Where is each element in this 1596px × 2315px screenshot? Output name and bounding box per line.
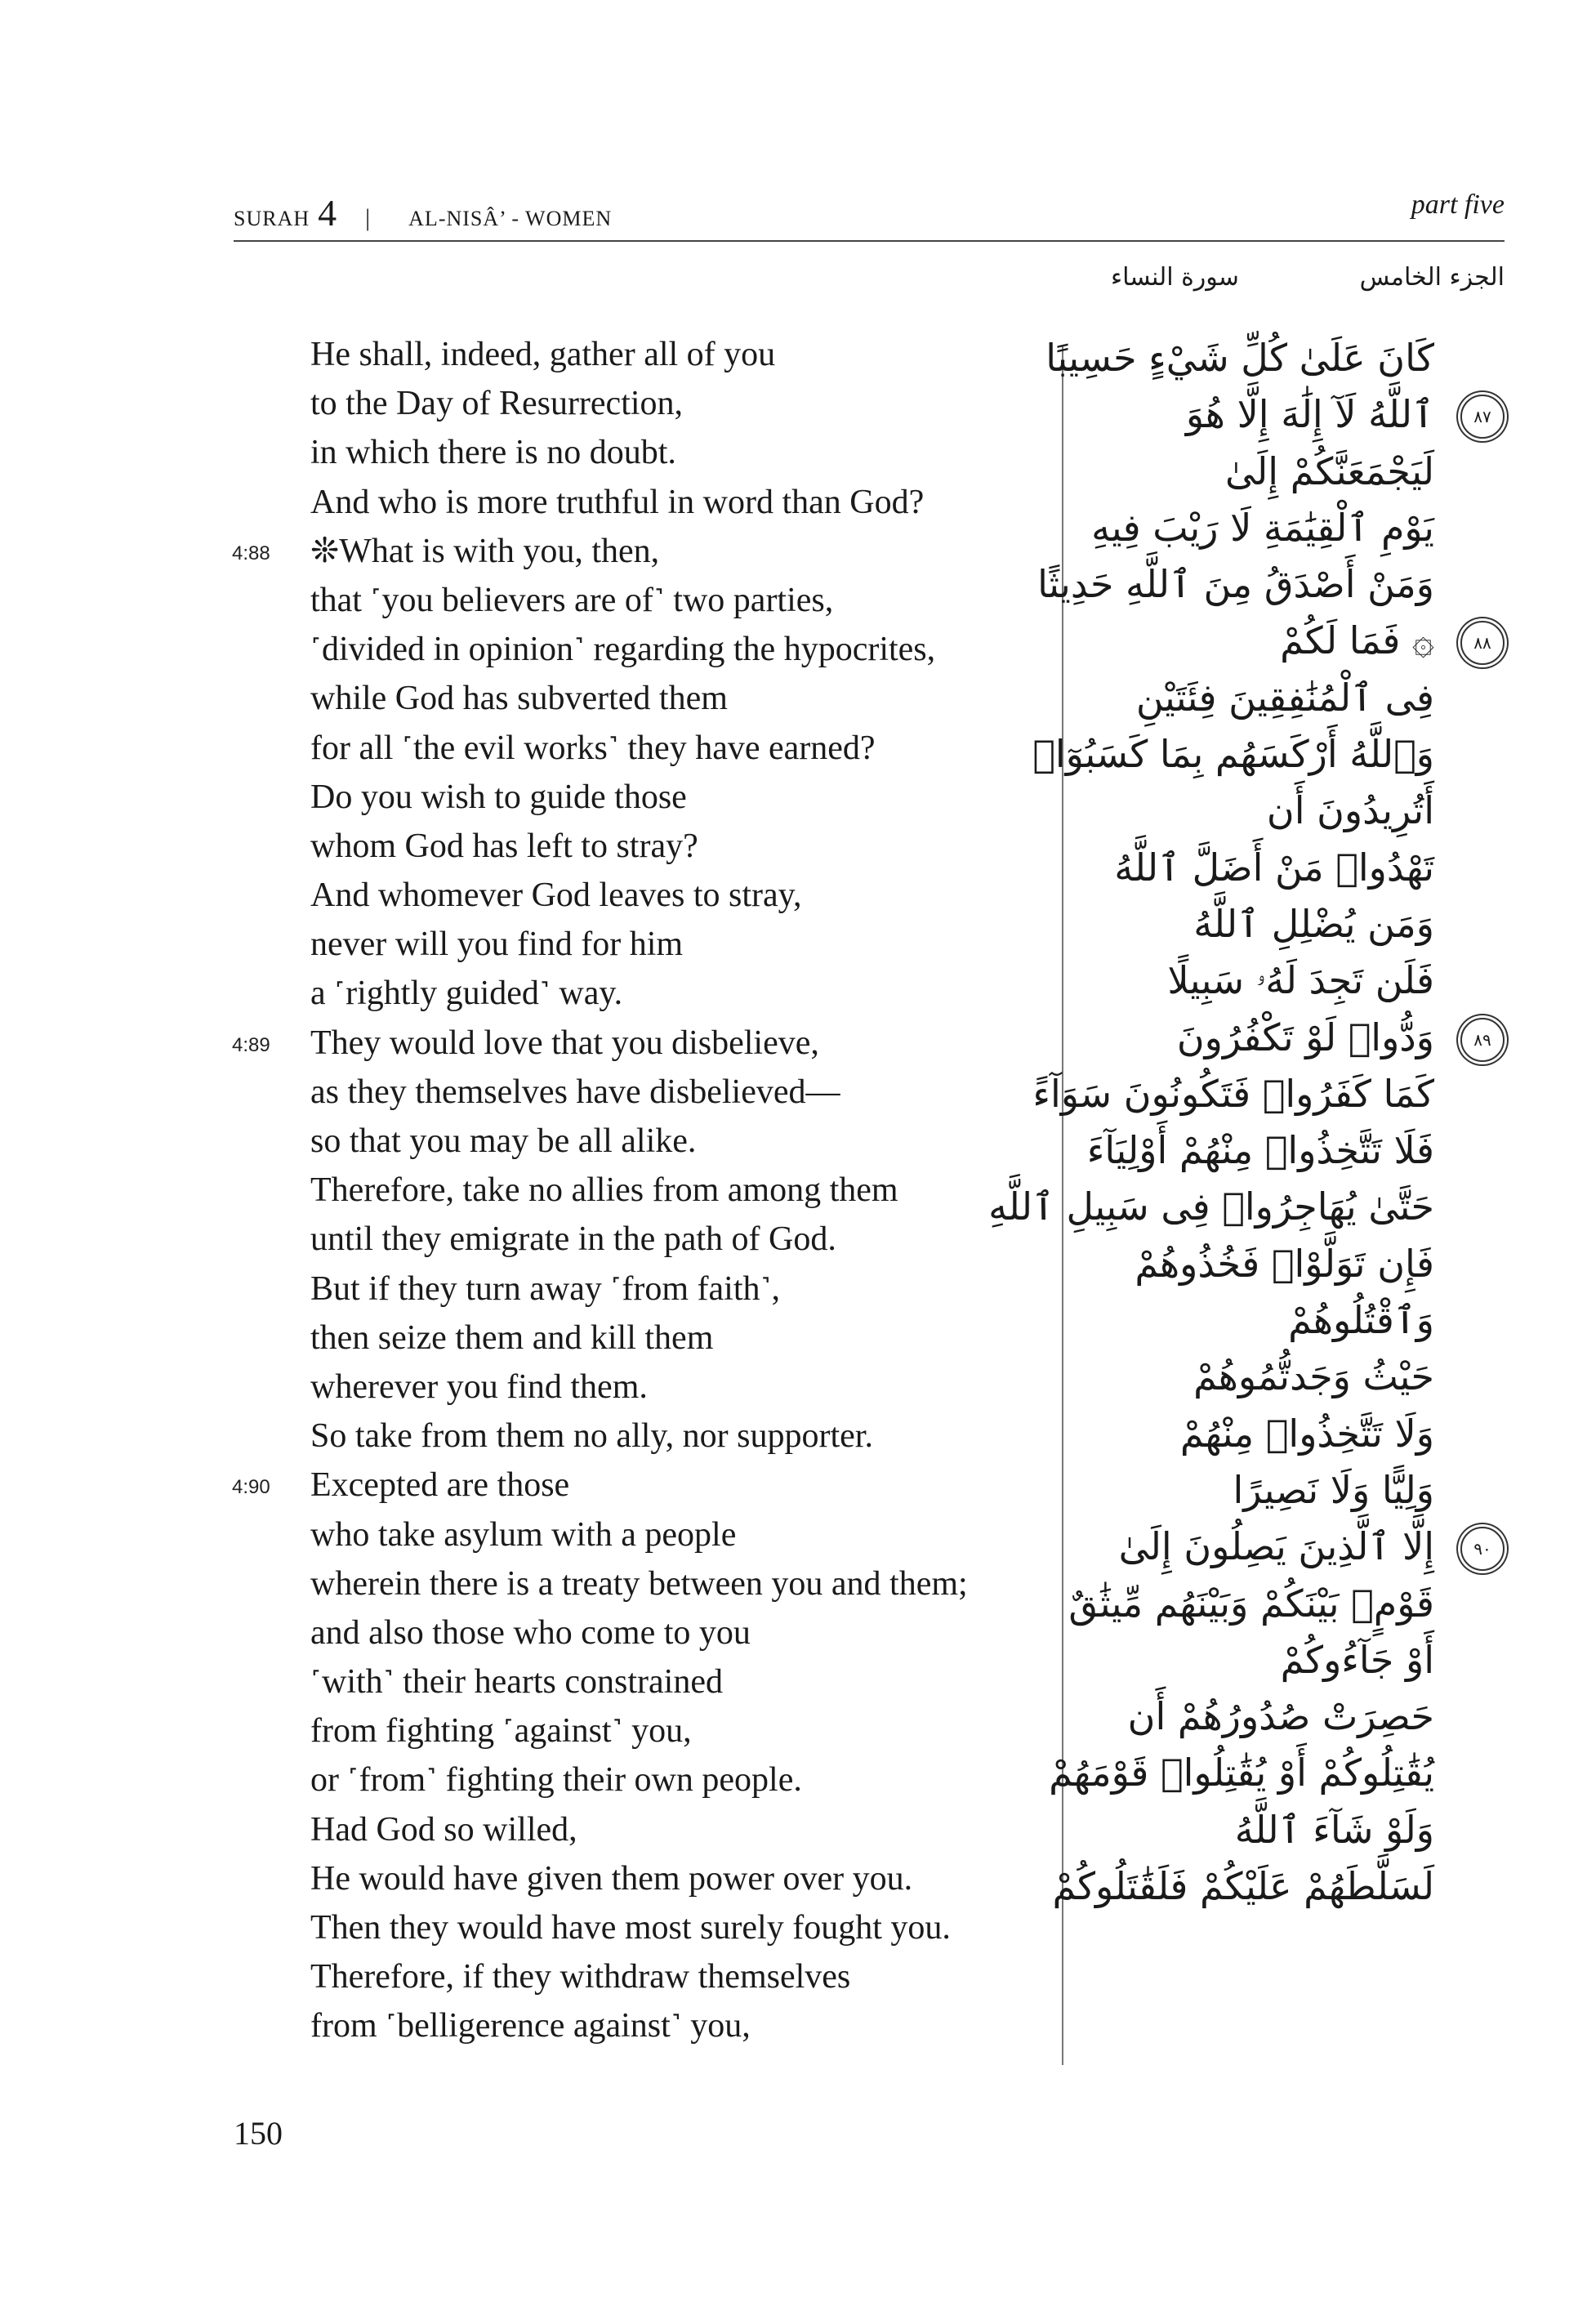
translation-line [310, 1559, 1045, 1608]
translation-text: But if they turn away ˹from faith˺, [310, 1269, 780, 1308]
arabic-line [1086, 1462, 1505, 1519]
arabic-line [1086, 1010, 1505, 1066]
arabic-line [1086, 670, 1505, 726]
arabic-line [1052, 1858, 1505, 1915]
arabic-verse-text: تَهْدُوا۟ مَنْ أَضَلَّ ٱللَّهُ [1114, 845, 1434, 890]
arabic-verse-text: كَمَا كَفَرُوا۟ فَتَكُونُونَ سَوَآءً [1032, 1071, 1434, 1116]
verse-number-marker: ٨٨ [1460, 621, 1505, 665]
arabic-text [988, 330, 1505, 1915]
translation-text: ˹with˺ their hearts constrained [310, 1663, 723, 1702]
arabic-line [1086, 952, 1505, 1009]
translation-text: while God has subverted them [310, 680, 728, 718]
translation-line [310, 379, 1045, 428]
arabic-verse-text: حَتَّىٰ يُهَاجِرُوا۟ فِى سَبِيلِ ٱللَّهِ [988, 1184, 1434, 1229]
translation-text: from ˹belligerence against˺ you, [310, 2007, 751, 2045]
translation-text: He shall, indeed, gather all of you [310, 336, 776, 373]
page-number: 150 [234, 2115, 283, 2152]
arabic-line [1086, 613, 1505, 669]
arabic-line [1086, 444, 1505, 500]
verse-reference: 4:90 [232, 1476, 270, 1499]
arabic-line [1045, 330, 1505, 386]
arabic-line [1068, 1576, 1505, 1632]
translation-text: whom God has left to stray? [310, 827, 698, 865]
translation-text: Then they would have most surely fought you. [310, 1909, 951, 1947]
verse-number-marker: ٨٧ [1460, 395, 1505, 439]
translation-line [310, 1265, 1045, 1314]
translation-line [310, 1068, 1045, 1117]
english-translation [232, 330, 1045, 2051]
translation-line [310, 1706, 1045, 1755]
arabic-verse-text: وَلَا تَتَّخِذُوا۟ مِنْهُمْ [1179, 1411, 1434, 1456]
arabic-surah-heading: سورة النساء [1111, 263, 1239, 292]
translation-line [310, 625, 1045, 674]
translation-text: He would have given them power over you. [310, 1859, 913, 1898]
translation-text: ˹divided in opinion˺ regarding the hypocrites, [310, 631, 936, 669]
translation-text: who take asylum with a people [310, 1515, 737, 1554]
verse-number-marker: ٩٠ [1460, 1527, 1505, 1571]
translation-text: never will you find for him [310, 926, 684, 964]
part-label: part five [1411, 190, 1505, 220]
translation-text: as they themselves have disbelieved— [310, 1073, 840, 1111]
arabic-line [1086, 1802, 1505, 1858]
arabic-line [1086, 840, 1505, 896]
arabic-verse-text: وَلَوْ شَآءَ ٱللَّهُ [1234, 1807, 1434, 1852]
arabic-verse-text: إِلَّا ٱلَّذِينَ يَصِلُونَ إِلَىٰ [1118, 1524, 1434, 1569]
arabic-verse-text: حَيْثُ وَجَدتُّمُوهُمْ [1193, 1354, 1434, 1399]
translation-text: ❊What is with you, then, [310, 532, 660, 570]
translation-text: so that you may be all alike. [310, 1122, 697, 1160]
translation-text: And whomever God leaves to stray, [310, 876, 802, 915]
surah-label: SURAH [234, 207, 310, 230]
arabic-verse-text: يُقَٰتِلُوكُمْ أَوْ يُقَٰتِلُوا۟ قَوْمَهُمْ [1049, 1751, 1434, 1795]
arabic-line [1086, 1349, 1505, 1405]
translation-text: Excepted are those [310, 1466, 570, 1505]
translation-line [310, 1805, 1045, 1854]
arabic-verse-text: لَيَجْمَعَنَّكُمْ إِلَىٰ [1224, 448, 1434, 493]
arabic-verse-text: وَٱقْتُلُوهُمْ [1288, 1298, 1434, 1343]
arabic-verse-text: أَتُرِيدُونَ أَن [1266, 788, 1434, 833]
arabic-line [1086, 896, 1505, 952]
arabic-line [1037, 556, 1505, 613]
surah-title: AL-NISÂ’ - WOMEN [408, 207, 613, 230]
verse-number-marker: ٨٩ [1460, 1018, 1505, 1062]
arabic-line [1086, 783, 1505, 839]
arabic-verse-text: لَسَلَّطَهُمْ عَلَيْكُمْ فَلَقَٰتَلُوكُمْ [1052, 1864, 1434, 1909]
arabic-verse-text: وَمَن يُضْلِلِ ٱللَّهُ [1193, 901, 1434, 946]
translation-text: or ˹from˺ fighting their own people. [310, 1761, 802, 1800]
arabic-verse-text: أَوْ جَآءُوكُمْ [1280, 1637, 1434, 1682]
translation-line [310, 330, 1045, 379]
arabic-verse-text: قَوْمٍۭ بَيْنَكُمْ وَبَيْنَهُم مِّيثَٰقٌ [1068, 1581, 1434, 1626]
translation-text: for all ˹the evil works˺ they have earned? [310, 729, 876, 767]
arabic-verse-text: وَمَنْ أَصْدَقُ مِنَ ٱللَّهِ حَدِيثًا [1037, 562, 1434, 607]
translation-line [310, 1903, 1045, 1952]
translation-text: Do you wish to guide those [310, 778, 687, 816]
translation-line [310, 920, 1045, 969]
translation-line [310, 1117, 1045, 1166]
arabic-verse-text: فِى ٱلْمُنَٰفِقِينَ فِئَتَيْنِ [1135, 675, 1434, 720]
verse-reference: 4:88 [232, 542, 270, 564]
translation-line [310, 1166, 1045, 1215]
header-divider [234, 240, 1505, 242]
arabic-part-heading: الجزء الخامس [1359, 263, 1505, 292]
arabic-line [1086, 500, 1505, 556]
arabic-verse-text: وَٱللَّهُ أَرْكَسَهُم بِمَا كَسَبُوٓا۟ [1032, 732, 1434, 777]
arabic-verse-text: فَلَا تَتَّخِذُوا۟ مِنْهُمْ أَوْلِيَآءَ [1086, 1128, 1434, 1173]
translation-text: Therefore, if they withdraw themselves [310, 1958, 851, 1996]
arabic-line [1032, 1066, 1505, 1122]
translation-text: And who is more truthful in word than God? [310, 483, 925, 521]
translation-line [310, 478, 1045, 527]
arabic-line [1049, 1745, 1505, 1801]
translation-line [310, 1608, 1045, 1657]
arabic-verse-text: فَإِن تَوَلَّوْا۟ فَخُذُوهُمْ [1135, 1241, 1434, 1286]
arabic-verse-text: وَلِيًّا وَلَا نَصِيرًا [1233, 1467, 1434, 1512]
translation-line [310, 1314, 1045, 1363]
running-header [234, 191, 612, 234]
translation-text: a ˹rightly guided˺ way. [310, 975, 623, 1013]
translation-text: and also those who come to you [310, 1613, 751, 1652]
arabic-verse-text: ٱللَّهُ لَآ إِلَٰهَ إِلَّا هُوَ [1185, 392, 1434, 437]
translation-line [310, 1952, 1045, 2001]
translation-line [310, 871, 1045, 920]
translation-text: They would love that you disbelieve, [310, 1024, 819, 1062]
arabic-line [1086, 1688, 1505, 1745]
surah-number: 4 [318, 192, 338, 234]
arabic-line [1086, 1292, 1505, 1349]
translation-line [310, 1755, 1045, 1804]
arabic-verse-text: فَلَن تَجِدَ لَهُۥ سَبِيلًا [1167, 958, 1434, 1003]
arabic-line [1086, 1406, 1505, 1462]
translation-line [232, 1019, 1045, 1068]
translation-line [232, 1461, 1045, 1510]
translation-line [310, 2001, 1045, 2050]
translation-text: Therefore, take no allies from among them [310, 1171, 898, 1210]
translation-line [310, 576, 1045, 625]
translation-line [310, 1510, 1045, 1559]
arabic-line [1086, 1632, 1505, 1688]
translation-line [310, 1657, 1045, 1706]
translation-line [310, 969, 1045, 1018]
translation-text: wherever you find them. [310, 1367, 648, 1406]
translation-line [310, 724, 1045, 773]
translation-text: to the Day of Resurrection, [310, 385, 684, 423]
translation-line [310, 773, 1045, 822]
translation-text: So take from them no ally, nor supporter. [310, 1417, 873, 1456]
translation-text: wherein there is a treaty between you and them; [310, 1564, 968, 1603]
header-separator: | [365, 204, 372, 231]
translation-line [310, 1215, 1045, 1264]
arabic-line [1086, 1122, 1505, 1179]
translation-line [232, 527, 1045, 576]
arabic-verse-text: كَانَ عَلَىٰ كُلِّ شَيْءٍ حَسِيبًا [1045, 336, 1434, 380]
translation-line [310, 1854, 1045, 1903]
translation-text: in which there is no doubt. [310, 434, 676, 472]
arabic-line [1086, 1236, 1505, 1292]
translation-text: until they emigrate in the path of God. [310, 1220, 836, 1259]
translation-text: that ˹you believers are of˺ two parties, [310, 581, 834, 619]
arabic-verse-text: يَوْمِ ٱلْقِيَٰمَةِ لَا رَيْبَ فِيهِ [1091, 505, 1434, 550]
arabic-verse-text: حَصِرَتْ صُدُورُهُمْ أَن [1127, 1694, 1434, 1739]
arabic-line [1032, 726, 1505, 783]
arabic-line [988, 1179, 1505, 1235]
translation-line [310, 674, 1045, 723]
translation-line [310, 1412, 1045, 1461]
translation-line [310, 1363, 1045, 1412]
arabic-verse-text: ۞ فَمَا لَكُمْ [1280, 618, 1434, 663]
arabic-line [1086, 1519, 1505, 1575]
translation-text: then seize them and kill them [310, 1318, 714, 1357]
arabic-verse-text: وَدُّوا۟ لَوْ تَكْفُرُونَ [1176, 1015, 1434, 1059]
translation-line [310, 822, 1045, 871]
arabic-line [1086, 386, 1505, 443]
verse-reference: 4:89 [232, 1033, 270, 1056]
translation-line [310, 428, 1045, 477]
translation-text: Had God so willed, [310, 1810, 577, 1849]
translation-text: from fighting ˹against˺ you, [310, 1712, 692, 1751]
